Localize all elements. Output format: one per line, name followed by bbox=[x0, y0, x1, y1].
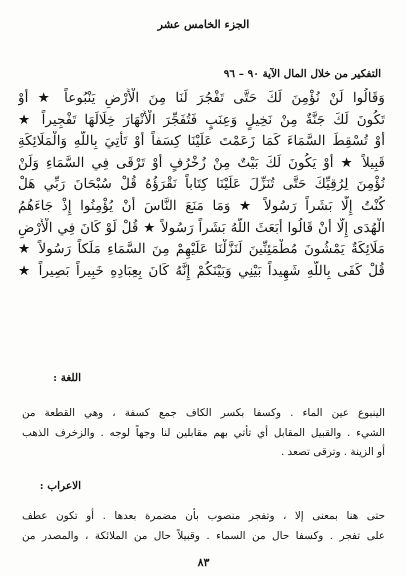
verse-line: نُؤْمِنَ لِرُقِيِّكَ حَتَّى تُنَزِّلَ عَلَيْنَا كِتَاباً نَقْرَؤُهُ قُلْ سُبْحَانَ رَبِّي هَلْ bbox=[18, 176, 385, 193]
verse-line: أَوْ تُسْقِطَ السَّمَاءَ كَمَا زَعَمْتَ عَلَيْنَا كِسَفاً أَوْ تَأْتِيَ بِاللَّهِ وَالْمَلَائِكَةِ bbox=[18, 133, 385, 150]
irab-paragraph bbox=[22, 507, 385, 546]
verse-line: قَبِيلاً ★ أَوْ يَكُونَ لَكَ بَيْتٌ مِنْ زُخْرُفٍ أَوْ تَرْقَى فِي السَّمَاءِ وَلَنْ bbox=[18, 154, 385, 171]
lugha-paragraph bbox=[22, 404, 385, 463]
page-number: ٨٣ bbox=[197, 556, 210, 569]
lugha-heading: اللغة : bbox=[53, 372, 81, 384]
lugha-line: الينبوع عين الماء . وكسفا بكسر الكاف جمع كسفة ، وهي القطعة من bbox=[22, 407, 385, 419]
irab-line: على تفجر . وكسفا حال من السماء . وقبيلاً حال من الملائكة ، والمصدر من bbox=[22, 529, 385, 542]
verse-line: الْهُدَى إِلَّا أَنْ قَالُوا أَبَعَثَ اللَّهُ بَشَراً رَسُولاً ★ قُلْ لَوْ كَانَ فِي الْأَرْضِ bbox=[18, 219, 385, 236]
verse-line: قُلْ كَفَى بِاللَّهِ شَهِيداً بَيْنِي وَبَيْنَكُمْ إِنَّهُ كَانَ بِعِبَادِهِ خَبِيراً بَصِيراً ★ bbox=[18, 262, 385, 279]
verse-line: كُنْتُ إِلَّا بَشَراً رَسُولاً ★ وَمَا مَنَعَ النَّاسَ أَنْ يُؤْمِنُوا إِذْ جَاءَهُمُ bbox=[18, 197, 385, 214]
verse-line: مَلَائِكَةٌ يَمْشُونَ مُطْمَئِنِّينَ لَنَزَّلْنَا عَلَيْهِمْ مِنَ السَّمَاءِ مَلَكاً رَسُولاً ★ bbox=[18, 241, 385, 258]
lugha-line: أو الزينة . وترقى تصعد . bbox=[280, 446, 385, 458]
irab-line: حتى هنا بمعنى إلا ، وتفجر منصوب بأن مضمرة بعدها . أو تكون عطف bbox=[22, 510, 385, 522]
verse-line: تَكُونَ لَكَ جَنَّةٌ مِنْ نَخِيلٍ وَعِنَبٍ فَتُفَجِّرَ الْأَنْهَارَ خِلَالَهَا تَفْجِيراً ★ bbox=[18, 111, 385, 128]
verse-line: وَقَالُوا لَنْ نُؤْمِنَ لَكَ حَتَّى تَفْجُرَ لَنَا مِنَ الْأَرْضِ يَنْبُوعاً ★ أَوْ bbox=[18, 90, 385, 106]
irab-heading: الاعراب : bbox=[39, 480, 81, 492]
quran-verses bbox=[18, 88, 385, 282]
running-head: الجزء الخامس عشر bbox=[157, 18, 250, 31]
lugha-line: الشيء . والقبيل المقابل أي تأتي بهم مقابلين لنا وجهاً لوجه . والزخرف الذهب bbox=[22, 426, 385, 439]
section-title: التفكير من خلال المال الآية ٩٠ – ٩٦ bbox=[223, 68, 381, 80]
